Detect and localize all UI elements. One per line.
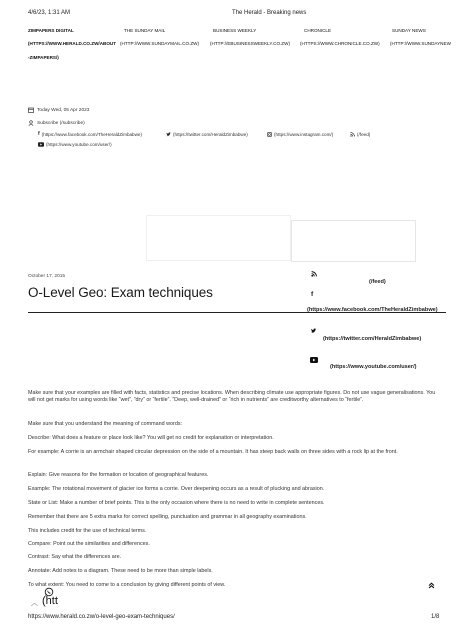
social-twitter-link[interactable] (166, 132, 248, 137)
rss-icon (350, 132, 355, 137)
social-feed-url: (/feed) (357, 132, 371, 137)
article-title: O-Level Geo: Exam techniques (28, 285, 213, 300)
print-page-url: https://www.herald.co.zw/o-level-geo-exam-techniques/ (28, 614, 175, 620)
social-instagram-link[interactable] (267, 132, 333, 137)
twitter-icon (166, 132, 171, 137)
sidebar-youtube-label[interactable]: (https://www.youtube.com/user/) (330, 364, 417, 370)
date-line (28, 107, 89, 113)
social-facebook-url: (https://www.facebook.com/TheHeraldZimbabwe) (41, 132, 143, 137)
social-twitter-url: (https://twitter.com/HeraldZimbabwe) (173, 132, 248, 137)
instagram-icon (267, 132, 272, 137)
rss-icon (311, 271, 317, 277)
paragraph-10: Compare: Point out the similarities and differences. (28, 541, 150, 547)
ad-placeholder (146, 215, 291, 261)
sidebar-facebook-label[interactable]: (https://www.facebook.com/TheHeraldZimbabwe) (307, 307, 438, 313)
back-to-top-button[interactable] (428, 576, 435, 594)
subscribe-label: Subscribe (/subscribe) (37, 120, 85, 126)
nav-item-chronicle-url[interactable]: (HTTPS://WWW.CHRONICLE.CO.ZW) (300, 41, 380, 46)
sidebar-twitter-label[interactable]: (https://twitter.com/HeraldZimbabwe) (323, 336, 422, 342)
nav-item-sundaymail-url[interactable]: (HTTP://WWW.SUNDAYMAIL.CO.ZW) (120, 41, 200, 46)
print-page-title: The Herald - Breaking news (232, 10, 307, 16)
twitter-icon (310, 328, 317, 334)
paragraph-3: Describe: What does a feature or place look like? You will get no credit for explanation or interpretation. (28, 435, 274, 441)
youtube-icon (38, 142, 44, 147)
sidebar-rss-button[interactable] (311, 264, 317, 282)
facebook-icon: f (38, 131, 40, 137)
nav-item-businessweekly-url[interactable]: (HTTP://EBUSINESSWEEKLY.CO.ZW) (210, 41, 290, 46)
paragraph-7: State or List: Make a number of brief points. This is the only occasion where there is no need to write in complete sentences. (28, 500, 325, 506)
sidebar-feed-label[interactable]: (/feed) (369, 279, 386, 285)
partial-share-link[interactable]: (htt (42, 595, 58, 607)
today-date: Today Wed, 05 Apr 2023 (37, 107, 90, 113)
paragraph-11: Contrast: Say what the differences are. (28, 554, 122, 560)
nav-item-sundaynews[interactable]: SUNDAY NEWS (392, 28, 426, 33)
sidebar-youtube-button[interactable] (310, 350, 318, 368)
social-instagram-url: (https://www.instagram.com/) (274, 132, 334, 137)
paragraph-6: Example: The rotational movement of glacier ice forms a corrie. Over deepening occurs as a result of plucking and abrasion. (28, 486, 325, 492)
nav-item-sundaynews-url[interactable]: (HTTP://WWW.SUNDAYNEW (390, 41, 451, 46)
nav-item-chronicle[interactable]: CHRONICLE (304, 28, 332, 33)
article-date: October 17, 2015 (28, 274, 66, 279)
paragraph-2: Make sure that you understand the meaning of command words: (28, 421, 183, 427)
print-datetime: 4/6/23, 1:31 AM (28, 10, 71, 16)
paragraph-4: For example: A corrie is an armchair shaped circular depression on the side of a mountain. It has steep back walls on three sides with a rock lip at the front. (28, 449, 398, 455)
nav-item-sundaymail[interactable]: THE SUNDAY MAIL (124, 28, 166, 33)
paragraph-12: Annotate: Add notes to a diagram. These need to be more than simple labels. (28, 568, 213, 574)
paragraph-13: To what extent: You need to come to a conclusion by giving different points of view. (28, 582, 226, 588)
ad-placeholder-right (291, 220, 416, 262)
social-facebook-link[interactable] (38, 132, 142, 137)
chevron-up-icon[interactable]: ︿ (31, 600, 38, 607)
youtube-icon (310, 357, 318, 363)
nav-item-businessweekly[interactable]: BUSINESS WEEKLY (213, 28, 257, 33)
sidebar-twitter-button[interactable] (310, 321, 317, 339)
nav-item-zimpapers[interactable]: ZIMPAPERS DIGITAL (28, 28, 74, 33)
print-page-number: 1/8 (431, 614, 440, 620)
paragraph-9: This includes credit for the use of technical terms. (28, 528, 147, 534)
social-youtube-url: (https://www.youtube.com/user/) (46, 142, 112, 147)
social-feed-link[interactable] (350, 132, 370, 137)
calendar-icon (28, 107, 34, 113)
nav-item-zimpapers-url[interactable]: (HTTPS://WWW.HERALD.CO.ZW/ABOUT (28, 41, 117, 46)
paragraph-8: Remember that there are 5 extra marks for correct spelling, punctuation and grammar in all geography examinations. (28, 514, 307, 520)
paragraph-1: Make sure that your examples are filled with facts, statistics and precise locations. When describing climate use appropriate figures. Do not use vague generalisations. You will not get marks for using words like “wet”, ”dry” or “fertile”. ”Deep, well-drained” or “rich in nutrients” are creditworthy alternatives to “fertile”. (28, 390, 436, 404)
nav-item-zimpapers-url-cont[interactable]: -ZIMPAPERS/) (28, 55, 59, 60)
social-youtube-link[interactable] (38, 142, 112, 147)
subscribe-link[interactable] (28, 120, 85, 126)
double-chevron-up-icon (428, 582, 435, 589)
user-icon (28, 120, 34, 126)
paragraph-5: Explain: Give reasons for the formation or location of geographical features. (28, 472, 209, 478)
facebook-icon[interactable]: f (311, 291, 314, 298)
